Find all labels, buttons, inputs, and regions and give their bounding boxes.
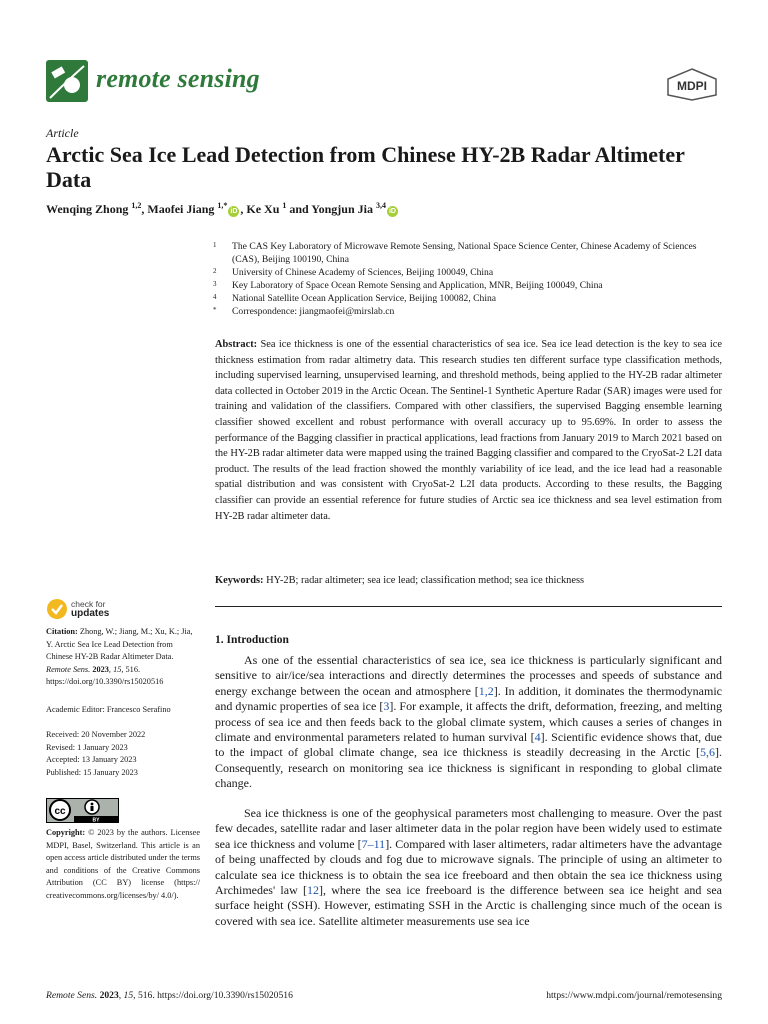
citation: Citation: Zhong, W.; Jiang, M.; Xu, K.; Jia, Y. Arctic Sea Ice Lead Detection from Chinese HY-2B Radar Altimeter Data. Remote Sens. 2023, 15, 516. https://doi.org/10.3390/rs15020516 — [46, 627, 193, 687]
citation-link[interactable]: 7–11 — [361, 836, 386, 851]
citation-link[interactable]: 3 — [383, 699, 390, 714]
section-divider — [215, 606, 722, 607]
author[interactable]: Ke Xu $^1$ — [246, 201, 287, 216]
author[interactable]: Wenqing Zhong $^{1,2}$ — [46, 201, 142, 216]
keywords: Keywords: HY-2B; radar altimeter; sea ice lead; classification method; sea ice thickness — [215, 575, 585, 586]
check-for-updates-button[interactable] — [46, 598, 116, 624]
academic-editor: Academic Editor: Francesco Serafino — [46, 705, 171, 714]
article-title: Arctic Sea Ice Lead Detection from Chinese HY-2B Radar Altimeter Data — [46, 142, 685, 192]
cc-label: cc — [54, 806, 66, 817]
check-updates-icon — [46, 598, 68, 620]
section-heading: 1. Introduction — [215, 634, 289, 646]
affiliation: 3 Key Laboratory of Space Ocean Remote Sensing and Application, MNR, Beijing 100049, China — [213, 280, 603, 291]
orcid-icon[interactable]: iD — [388, 208, 396, 215]
journal-logo-icon — [46, 60, 88, 102]
cc-by-license-icon[interactable] — [46, 798, 119, 823]
author-list: Wenqing Zhong $^{1,2}$, Maofei Jiang $^{1,*}$iD , Ke Xu $^1$ and Yongjun Jia $^{3,4}$iD — [46, 201, 399, 217]
affiliation: 2 University of Chinese Academy of Sciences, Beijing 100049, China — [213, 267, 494, 278]
citation-link[interactable]: 1,2 — [478, 683, 494, 698]
check-updates-label: updates — [71, 608, 110, 619]
affiliations — [213, 240, 723, 318]
article-type: Article — [46, 126, 79, 140]
correspondence: * Correspondence: jiangmaofei@mirslab.cn — [213, 306, 395, 317]
journal-name: remote sensing — [96, 64, 260, 93]
citation-link[interactable]: 4 — [534, 730, 541, 745]
check-updates-label: check for — [71, 599, 106, 609]
affiliation: 1 The CAS Key Laboratory of Microwave Remote Sensing, National Space Science Center, Chinese Academy of Sciences (CAS), Beijing 100190, China — [213, 241, 697, 265]
footer-journal-url[interactable]: https://www.mdpi.com/journal/remotesensing — [546, 990, 722, 1001]
intro-paragraph-2: Sea ice thickness is one of the geophysical parameters most challenging to measure. Over the past few decades, satellite radar and laser altimeter data in the polar region have been widely used to estimate sea ice thickness and volume [7–11]. Compared with laser altimeters, radar altimeters have the advantage of being unaffected by clouds and fog due to microwave signals. The principle of using an altimeter to calculate sea ice thickness is to obtain the sea ice freeboard and then obtain the sea ice thickness using Archimedes' law [12], where the sea ice freeboard is the difference between sea ice height and sea surface height (SSH). However, estimating SSH in the Arctic is challenging since much of the ocean is covered with sea ice. Satellite altimeter measurements use sea ice — [215, 806, 722, 928]
affiliation: 4 National Satellite Ocean Application Service, Beijing 100082, China — [213, 293, 497, 304]
date-revised: Revised: 1 January 2023 — [46, 742, 128, 752]
orcid-icon[interactable]: iD — [230, 208, 238, 215]
intro-paragraph-1: As one of the essential characteristics of sea ice, sea ice thickness is particularly significant and sensitive to air/ice/sea interactions and directly determines the processes and speeds of substance and energy exchange between the ocean and atmosphere [1,2]. In addition, it dominates the thermodynamic and dynamic properties of sea ice [3]. For example, it affects the drift, deformation, freezing, and melting process of sea ice and then feeds back to the global climate system, which causes a series of changes in climate and environmental parameters related to human survival [4]. Scientific evidence shows that, due to the impact of global climate change, sea ice thickness is steadily decreasing in the Arctic [5,6]. Consequently, research on monitoring sea ice thickness is significant in responding to global climate change. — [215, 653, 722, 791]
date-accepted: Accepted: 13 January 2023 — [46, 755, 137, 765]
by-label: BY — [92, 817, 100, 823]
mdpi-logo-text: MDPI — [677, 79, 707, 93]
publication-dates — [46, 729, 200, 779]
author[interactable]: Yongjun Jia $^{3,4}$iD — [311, 201, 396, 216]
citation-link[interactable]: 5,6 — [700, 745, 715, 760]
citation-link[interactable]: 12 — [307, 883, 319, 898]
date-received: Received: 20 November 2022 — [46, 730, 146, 739]
author[interactable]: Maofei Jiang $^{1,*}$iD — [147, 201, 238, 216]
footer-citation: Remote Sens. 2023, 15, 516. https://doi.org/10.3390/rs15020516 — [46, 990, 293, 1001]
mdpi-logo-icon — [664, 67, 720, 101]
date-published: Published: 15 January 2023 — [46, 767, 138, 777]
abstract: Abstract: Sea ice thickness is one of the essential characteristics of sea ice. Sea ice lead detection is the key to sea ice thickness estimation from radar altimetry data. This research studies ten different surface type classification methods, including supervised learning, unsupervised learning, and threshold methods, being applied to the HY-2B radar altimeter data collected in October 2019 in the Arctic Ocean. The Sentinel-1 Synthetic Aperture Radar (SAR) images were used for training and validation of the classifiers. Compared with other classifiers, the supervised Bagging ensemble learning classifier showed excellent and robust performance with overall accuracy up to 95.69%. In order to assess the performance of the Bagging classifier in practical applications, lead fractions from January 2019 to March 2021 based on the HY-2B radar altimeter data were mapped using the trained Bagging classifier and compared to the CryoSat-2 L2I data product. The results of the lead fraction showed the monthly variability of ice lead, and the ice lead had a reasonable spatial distribution and was consistent with CryoSat-2 L2I data products. According to these results, the Bagging classifier can provide an essential reference for future studies of Arctic sea ice thickness and sea level estimation from HY-2B radar altimeter data. — [215, 339, 722, 522]
copyright: Copyright: © 2023 by the authors. Licensee MDPI, Basel, Switzerland. This article is an open access article distributed under the terms and conditions of the Creative Commons Attribution (CC BY) license (https:// creativecommons.org/licenses/by/ 4.0/). — [46, 828, 200, 900]
